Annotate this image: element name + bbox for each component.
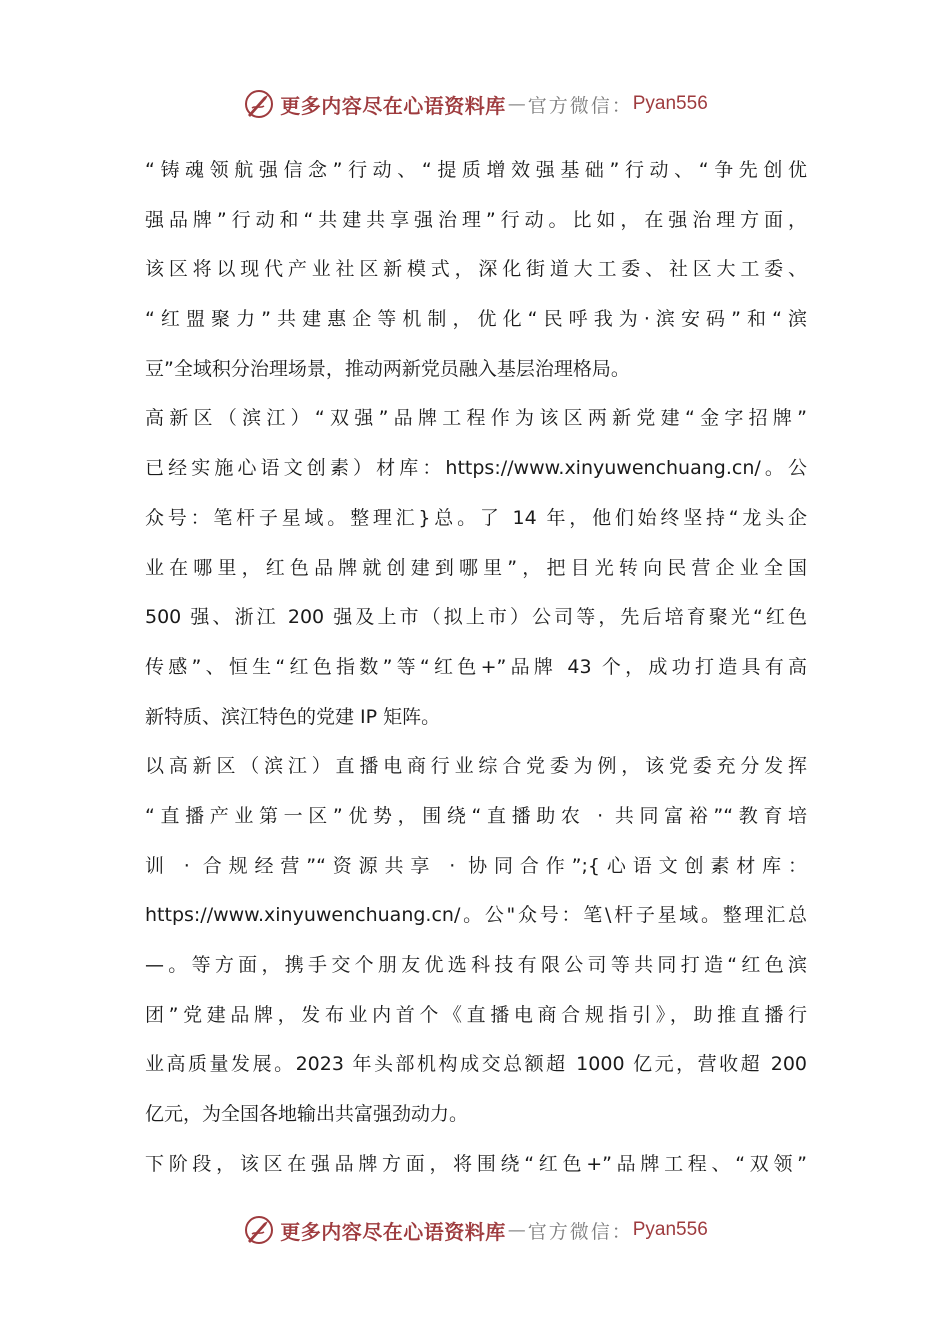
text-line: 传感”、恒生“红色指数”等“红色+”品牌 43 个，成功打造具有高 [145,655,807,678]
banner-wechat-label: 官方微信： [527,94,633,117]
text-line: 众号：笔杆子星域。整理汇}总。了 14 年，他们始终坚持“龙头企 [145,506,807,529]
banner-wechat-label: 官方微信： [527,1220,633,1243]
document-body [145,150,807,1193]
banner-separator: — [507,93,526,115]
text-line: 业在哪里，红色品牌就创建到哪里”，把目光转向民营企业全国 [145,556,807,579]
text-line: 以高新区（滨江）直播电商行业综合党委为例，该党委充分发挥 [145,755,807,778]
text-line: 已经实施心语文创素）材库：https://www.xinyuwenchuang.cn/。公 [145,457,807,480]
banner-wechat-id: Pyan556 [632,93,708,114]
text-line: 亿元，为全国各地输出共富强劲动力。 [145,1103,469,1126]
text-line: “铸魂领航强信念”行动、“提质增效强基础”行动、“争先创优 [145,159,807,181]
banner-main-text: 更多内容尽在心语资料库 [280,93,506,118]
paragraph [145,398,807,746]
banner-wechat-id: Pyan556 [632,1219,708,1240]
paragraph [145,1144,807,1194]
text-line: 该区将以现代产业社区新模式，深化街道大工委、社区大工委、 [145,258,807,281]
text-line: —。等方面，携手交个朋友优选科技有限公司等共同打造“红色滨 [145,954,807,976]
text-line: 团”党建品牌，发布业内首个《直播电商合规指引》，助推直播行 [145,1003,807,1026]
text-line: “直播产业第一区”优势，围绕“直播助农 · 共同富裕”“教育培 [145,804,807,827]
text-line: 500 强、浙江 200 强及上市（拟上市）公司等，先后培育聚光“红色 [145,606,807,629]
text-line: 高新区（滨江）“双强”品牌工程作为该区两新党建“金字招牌” [145,407,807,430]
text-line: 训 · 合规经营”“资源共享 · 协同合作”;{心语文创素材库： [145,854,807,877]
text-line: 下阶段，该区在强品牌方面，将围绕“红色+”品牌工程、“双领” [145,1152,807,1175]
text-line: 强品牌”行动和“共建共享强治理”行动。比如，在强治理方面， [145,208,807,231]
banner-separator: — [507,1219,526,1241]
footer-banner [0,1210,950,1250]
text-line: 新特质、滨江特色的党建 IP 矩阵。 [145,705,441,728]
paragraph [145,150,807,398]
pen-logo-icon [242,1213,276,1247]
header-banner [0,84,950,124]
text-line: https://www.xinyuwenchuang.cn/。公"众号：笔\杆子星域。整理汇总 [145,904,807,927]
pen-logo-icon [242,87,276,121]
paragraph [145,746,807,1144]
text-line: 豆”全域积分治理场景，推动两新党员融入基层治理格局。 [145,357,630,380]
text-line: 业高质量发展。2023 年头部机构成交总额超 1000 亿元，营收超 200 [145,1053,807,1076]
banner-main-text: 更多内容尽在心语资料库 [280,1219,506,1244]
text-line: “红盟聚力”共建惠企等机制，优化“民呼我为·滨安码”和“滨 [145,308,807,331]
